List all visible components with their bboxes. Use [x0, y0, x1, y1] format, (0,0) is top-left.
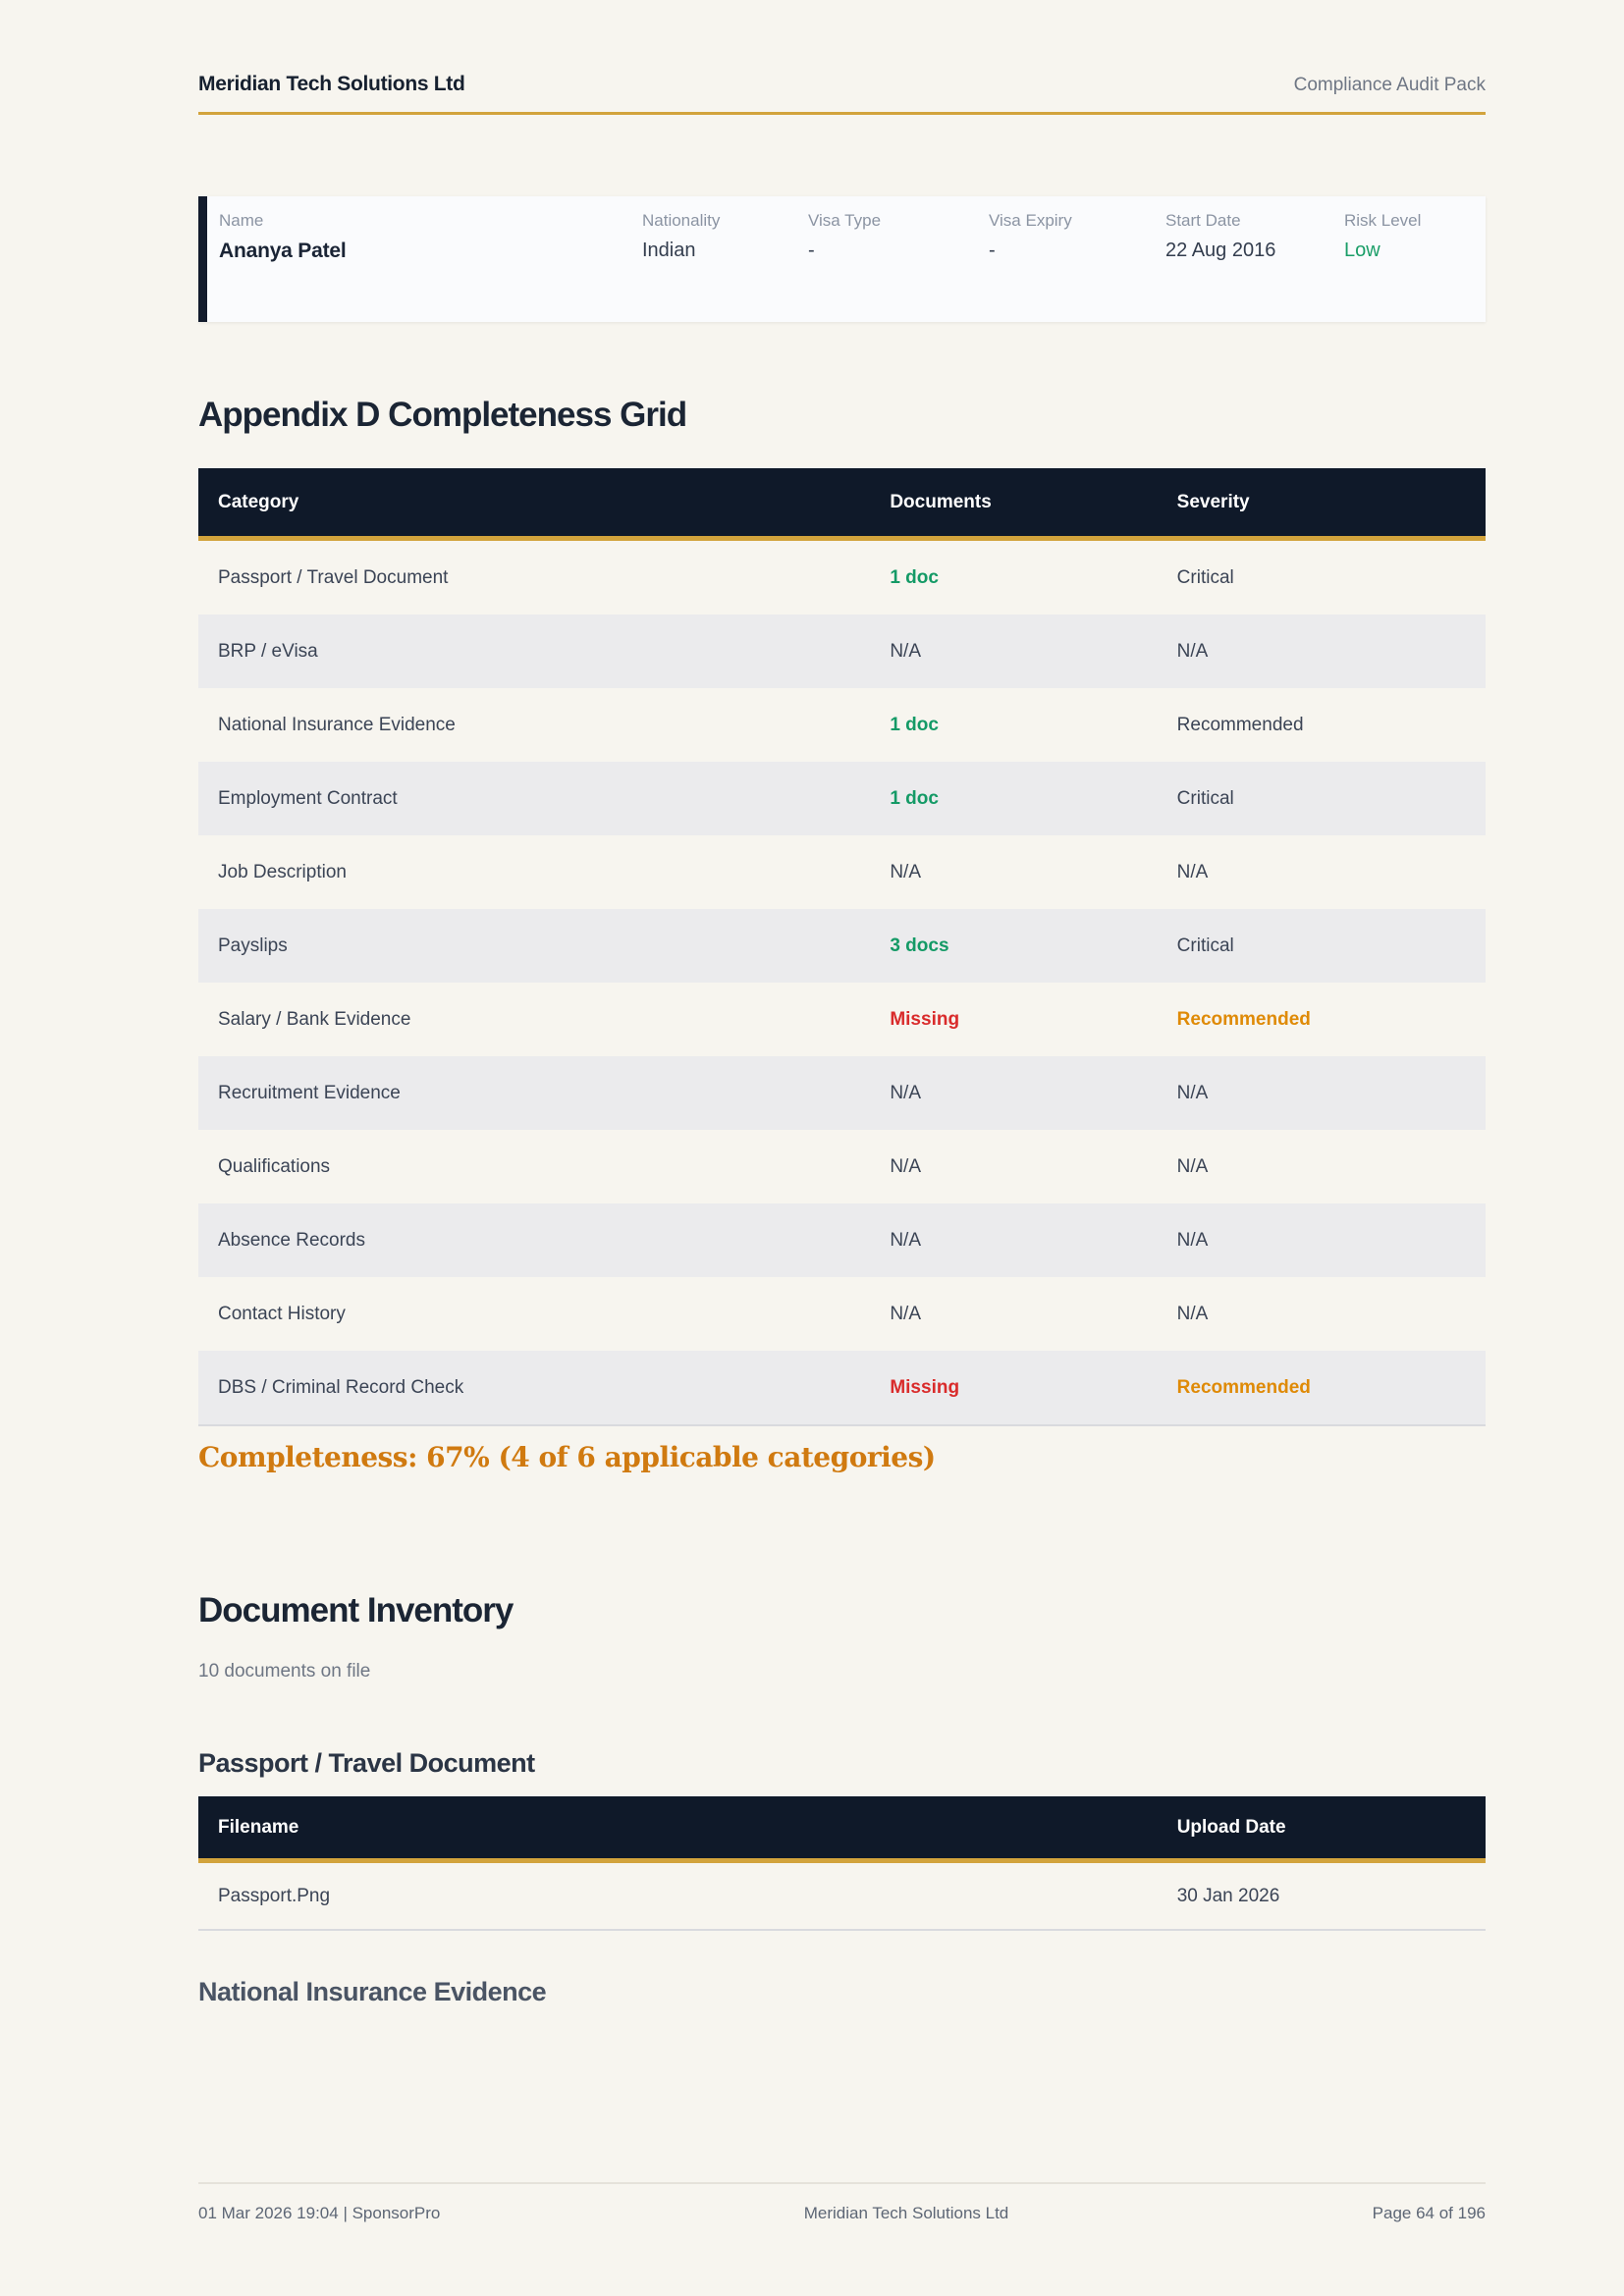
table-row — [198, 983, 1486, 1056]
severity-cell: N/A — [1176, 1082, 1209, 1103]
category-cell: National Insurance Evidence — [218, 714, 456, 735]
table-row — [198, 1130, 1486, 1203]
documents-cell: Missing — [890, 1008, 960, 1030]
column-header-upload-date: Upload Date — [1176, 1816, 1286, 1838]
severity-cell: Recommended — [1176, 1008, 1311, 1030]
category-cell: DBS / Criminal Record Check — [218, 1376, 464, 1398]
page-footer — [198, 2182, 1486, 2223]
category-cell: Absence Records — [218, 1229, 365, 1251]
table-row — [198, 1203, 1486, 1277]
table-row — [198, 614, 1486, 688]
column-header-category: Category — [218, 491, 299, 512]
severity-cell: Critical — [1176, 566, 1234, 588]
category-cell: Recruitment Evidence — [218, 1082, 401, 1103]
field-label: Risk Level — [1344, 211, 1422, 230]
inventory-subtitle: 10 documents on file — [198, 1661, 371, 1682]
group-heading-passport: Passport / Travel Document — [198, 1748, 535, 1778]
severity-cell: N/A — [1176, 1303, 1209, 1324]
category-cell: Passport / Travel Document — [218, 566, 449, 588]
documents-cell: 1 doc — [890, 566, 939, 588]
table-header-row — [198, 1796, 1486, 1863]
category-cell: BRP / eVisa — [218, 640, 318, 662]
severity-cell: Critical — [1176, 787, 1234, 809]
category-cell: Payslips — [218, 934, 288, 956]
table-row — [198, 541, 1486, 614]
column-header-documents: Documents — [890, 491, 992, 512]
worker-name: Ananya Patel — [219, 240, 347, 262]
category-cell: Salary / Bank Evidence — [218, 1008, 411, 1030]
group-heading-national-insurance: National Insurance Evidence — [198, 1977, 547, 2006]
page-header — [198, 73, 1486, 115]
start-date-value: 22 Aug 2016 — [1165, 240, 1276, 261]
table-row — [198, 1056, 1486, 1130]
column-header-severity: Severity — [1176, 491, 1250, 512]
category-cell: Employment Contract — [218, 787, 398, 809]
table-row — [198, 909, 1486, 983]
section-title-document-inventory: Document Inventory — [198, 1591, 514, 1629]
field-label: Visa Type — [808, 211, 882, 230]
documents-cell: N/A — [890, 1082, 922, 1103]
table-body — [198, 541, 1486, 1426]
documents-cell: N/A — [890, 861, 922, 882]
field-label: Name — [219, 211, 264, 230]
completeness-grid-table — [198, 468, 1486, 1426]
table-header-row — [198, 468, 1486, 541]
footer-company: Meridian Tech Solutions Ltd — [803, 2204, 1009, 2222]
table-row — [198, 762, 1486, 835]
documents-cell: N/A — [890, 1155, 922, 1177]
footer-page-number: Page 64 of 196 — [1372, 2204, 1486, 2222]
table-row — [198, 1277, 1486, 1351]
passport-files-table — [198, 1796, 1486, 1931]
filename-cell: Passport.Png — [218, 1885, 331, 1906]
upload-date-cell: 30 Jan 2026 — [1176, 1885, 1280, 1906]
field-label: Visa Expiry — [989, 211, 1072, 230]
table-body — [198, 1863, 1486, 1931]
visa-expiry-value: - — [989, 240, 996, 261]
section-title-completeness-grid: Appendix D Completeness Grid — [198, 396, 687, 434]
field-label: Nationality — [642, 211, 721, 230]
footer-generated-info: 01 Mar 2026 19:04 | SponsorPro — [198, 2204, 441, 2222]
nationality-value: Indian — [642, 240, 696, 261]
severity-cell: N/A — [1176, 861, 1209, 882]
table-row — [198, 1351, 1486, 1424]
documents-cell: N/A — [890, 640, 922, 662]
severity-cell: Critical — [1176, 934, 1234, 956]
column-header-filename: Filename — [218, 1816, 299, 1838]
worker-summary-card — [198, 196, 1486, 322]
field-visa-type — [808, 211, 989, 262]
severity-cell: Recommended — [1176, 714, 1304, 735]
documents-cell: 3 docs — [890, 934, 949, 956]
field-name — [219, 211, 642, 263]
category-cell: Job Description — [218, 861, 347, 882]
documents-cell: Missing — [890, 1376, 960, 1398]
document-title: Compliance Audit Pack — [1293, 75, 1486, 95]
severity-cell: N/A — [1176, 1155, 1209, 1177]
file-row — [198, 1863, 1486, 1929]
documents-cell: N/A — [890, 1229, 922, 1251]
table-row — [198, 835, 1486, 909]
risk-level-badge: Low — [1344, 240, 1380, 261]
field-start-date — [1165, 211, 1344, 262]
field-label: Start Date — [1165, 211, 1241, 230]
severity-cell: N/A — [1176, 1229, 1209, 1251]
visa-type-value: - — [808, 240, 815, 261]
category-cell: Qualifications — [218, 1155, 331, 1177]
severity-cell: Recommended — [1176, 1376, 1311, 1398]
completeness-summary: Completeness: 67% (4 of 6 applicable categories) — [198, 1441, 936, 1473]
field-visa-expiry — [989, 211, 1165, 262]
category-cell: Contact History — [218, 1303, 346, 1324]
documents-cell: 1 doc — [890, 714, 939, 735]
company-name: Meridian Tech Solutions Ltd — [198, 73, 465, 95]
table-row — [198, 688, 1486, 762]
field-risk-level — [1344, 211, 1462, 262]
documents-cell: 1 doc — [890, 787, 939, 809]
severity-cell: N/A — [1176, 640, 1209, 662]
field-nationality — [642, 211, 808, 262]
documents-cell: N/A — [890, 1303, 922, 1324]
